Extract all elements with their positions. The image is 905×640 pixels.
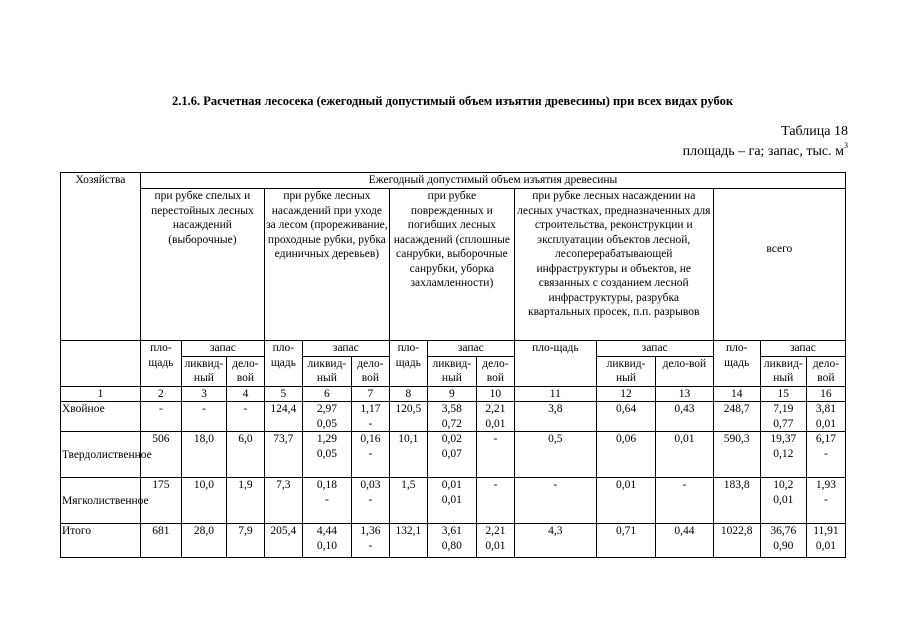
cell-value: 0,44 [674,525,695,537]
data-cell [264,478,302,524]
column-number: 15 [760,386,806,402]
row-name-text: Твердолиственное [62,449,152,461]
cell-value: 0,18 [316,479,337,491]
data-cell [806,478,845,524]
cell-value: 0,01 [674,433,695,445]
subheader-business: дело-вой [806,356,845,386]
data-cell [226,478,264,524]
cell-subvalue: 0,07 [441,447,462,460]
column-number: 7 [351,386,389,402]
cell-subvalue: - [368,417,373,430]
cell-value: 7,9 [238,525,253,537]
subheader-liquid: ликвид-ный [181,356,226,386]
column-number: 5 [264,386,302,402]
row-name [61,432,152,478]
data-cell [264,432,302,478]
cell-value: 10,1 [398,433,419,445]
cell-value: 124,4 [270,403,297,415]
units-text: площадь – га; запас, тыс. м [682,144,844,159]
row-name [61,478,149,524]
cell-value: - [243,403,248,415]
cell-subvalue: 0,80 [441,539,462,552]
cell-value: 205,4 [270,525,297,537]
subheader-liquid: ликвид-ный [596,356,655,386]
header-annual-volume: Ежегодный допустимый объем изъятия древесины [140,173,845,189]
column-number: 3 [181,386,226,402]
data-cell [351,432,389,478]
cell-value: 3,61 [441,525,462,537]
cell-value: 6,0 [238,433,253,445]
cell-value: 0,01 [441,479,462,491]
subheader-area: пло-щадь [713,341,760,387]
column-number: 13 [656,386,713,402]
cell-value: 0,5 [548,433,563,445]
table-row [61,432,846,478]
data-cell [596,402,655,432]
cell-value: 2,21 [485,525,506,537]
cell-value: 18,0 [193,433,214,445]
data-cell [476,432,514,478]
table-row [61,524,846,558]
data-cell [351,524,389,558]
subheader-business: дело-вой [226,356,264,386]
cell-subvalue: 0,05 [316,417,337,430]
column-number: 4 [226,386,264,402]
cell-subvalue: 0,01 [815,539,836,552]
data-cell [760,524,806,558]
header-group-total: всего [713,189,845,341]
column-number: 9 [427,386,476,402]
table-number: Таблица 18 [781,124,848,139]
subheader-area: пло-щадь [514,341,596,387]
cell-value: 0,43 [674,403,695,415]
data-cell [760,432,806,478]
column-number: 11 [514,386,596,402]
cell-value: 3,81 [815,403,836,415]
cell-value: 1,29 [316,433,337,445]
data-cell [476,478,514,524]
subheader-liquid: ликвид-ный [302,356,351,386]
data-cell [656,524,713,558]
data-cell [760,478,806,524]
cell-value: 248,7 [723,403,750,415]
data-cell [656,478,713,524]
subheader-stock: запас [760,341,845,357]
column-number: 2 [140,386,181,402]
data-cell [514,432,596,478]
data-cell [713,432,760,478]
cell-value: 681 [152,525,170,537]
data-cell [351,478,389,524]
cell-value: 2,97 [316,403,337,415]
units-note [683,141,848,160]
row-name-text: Хвойное [62,403,105,415]
row-name-text: Итого [62,525,92,537]
header-group-infrastructure: при рубке лесных насаждении на лесных участках, предназначенных для строительства, реконструкции и эксплуатации объектов лесной, лесоперерабатывающей инфраструктуры и объектов, не связанных с созданием лесной инфраструктуры, разрубка квартальных просек, п.п. разрывов [514,189,713,341]
subheader-area: пло-щадь [389,341,427,387]
cell-subvalue: 0,01 [485,539,506,552]
cell-subvalue: - [824,493,828,506]
cell-value: 506 [152,433,170,445]
cell-value: 0,64 [615,403,637,415]
cell-value: 1022,8 [720,525,753,537]
data-cell [476,524,514,558]
data-cell [389,402,427,432]
cell-subvalue: - [368,539,373,552]
cell-value: 2,21 [485,403,506,415]
subheader-stock: запас [302,341,389,357]
data-cell [264,524,302,558]
table-row [61,478,846,524]
subheader-liquid: ликвид-ный [760,356,806,386]
cell-value: 19,37 [770,433,797,445]
cell-value: 0,16 [360,433,381,445]
header-group-mature: при рубке спелых и перестойных лесных насаждений (выборочные) [140,189,264,341]
subheader-business: дело-вой [351,356,389,386]
column-number: 14 [713,386,760,402]
subheader-stock: запас [596,341,713,357]
subheader-blank [61,341,141,357]
data-cell [226,524,264,558]
row-name-text: Мягколиственное [62,495,149,507]
column-number: 8 [389,386,427,402]
column-number: 10 [476,386,514,402]
cell-subvalue: - [368,493,373,506]
cell-value: - [493,433,498,445]
column-number: 12 [596,386,655,402]
data-cell [302,432,351,478]
cell-subvalue: 0,01 [441,493,462,506]
column-number: 16 [806,386,845,402]
data-cell [514,478,596,524]
cell-value: 0,02 [441,433,462,445]
column-number: 1 [61,386,141,402]
section-heading: 2.1.6. Расчетная лесосека (ежегодный допустимый объем изъятия древесины) при всех видах рубок [171,94,734,108]
row-name [61,524,141,558]
cell-value: 590,3 [723,433,750,445]
subheader-stock: запас [181,341,264,357]
column-number: 6 [302,386,351,402]
data-cell [656,432,713,478]
cell-subvalue: 0,77 [773,417,794,430]
data-cell [140,524,181,558]
data-cell [302,402,351,432]
cell-value: 4,3 [548,525,563,537]
subheader-business: дело-вой [656,356,713,386]
data-cell [140,402,181,432]
cell-value: 1,9 [238,479,253,491]
cell-value: 10,2 [773,479,794,491]
cell-value: 73,7 [273,433,294,445]
data-cell [181,432,226,478]
cell-value: 11,91 [813,525,839,537]
data-cell [302,524,351,558]
cell-value: - [158,403,163,415]
cell-subvalue: 0,12 [773,447,794,460]
cell-subvalue: 0,10 [316,539,337,552]
cell-subvalue: - [324,493,329,506]
cell-value: 6,17 [815,433,836,445]
cell-subvalue: 0,72 [441,417,462,430]
cell-subvalue: - [368,447,373,460]
data-cell [427,402,476,432]
cell-value: 1,36 [360,525,381,537]
cell-subvalue: 0,05 [316,447,337,460]
subheader-stock: запас [427,341,514,357]
data-cell [226,402,264,432]
header-group-sanitary: при рубке поврежденных и погибших лесных насаждений (сплошные санрубки, выборочные санрубки, уборка захламленности) [389,189,514,341]
cell-value: 7,3 [276,479,291,491]
row-name [61,402,141,432]
cell-value: - [202,403,206,415]
cell-value: 3,8 [548,403,563,415]
cell-value: 1,17 [360,403,381,415]
subheader-blank [61,356,141,386]
cell-value: 132,1 [395,525,422,537]
cell-value: 0,06 [615,433,637,445]
data-cell [806,402,845,432]
data-cell [351,402,389,432]
cell-value: 10,0 [193,479,214,491]
cell-value: 1,5 [401,479,416,491]
data-cell [226,432,264,478]
data-cell [514,524,596,558]
data-cell [760,402,806,432]
data-cell [181,478,226,524]
subheader-area: пло-щадь [140,341,181,387]
cell-value: 0,01 [615,479,637,491]
header-group-thinning: при рубке лесных насаждений при уходе за лесом (прореживание, проходные рубки, рубка единичных деревьев) [264,189,389,341]
data-cell [427,478,476,524]
cell-value: 0,03 [360,479,381,491]
header-farm: Хозяйства [61,173,141,341]
data-cell [181,402,226,432]
data-cell [389,432,427,478]
cell-value: 3,58 [441,403,462,415]
data-cell [389,478,427,524]
data-cell [302,478,351,524]
data-cell [713,402,760,432]
cell-value: 0,71 [615,525,637,537]
cell-subvalue: 0,01 [485,417,506,430]
data-cell [427,524,476,558]
cell-subvalue: 0,01 [773,493,794,506]
data-cell [389,524,427,558]
allowable-cut-table [60,172,846,558]
cell-value: 175 [152,479,170,491]
data-cell [427,432,476,478]
cell-value: - [553,479,558,491]
cell-subvalue: 0,01 [815,417,836,430]
cell-value: 4,44 [316,525,337,537]
data-cell [596,524,655,558]
data-cell [476,402,514,432]
units-superscript: 3 [844,141,848,150]
cell-value: 183,8 [723,479,750,491]
data-cell [806,432,845,478]
data-cell [713,478,760,524]
cell-value: - [493,479,498,491]
cell-value: - [682,479,687,491]
data-cell [656,402,713,432]
cell-subvalue: 0,90 [773,539,794,552]
data-cell [264,402,302,432]
data-cell [713,524,760,558]
cell-value: 120,5 [395,403,422,415]
data-cell [596,432,655,478]
data-cell [181,524,226,558]
table-row [61,402,846,432]
subheader-business: дело-вой [476,356,514,386]
cell-value: 1,93 [815,479,836,491]
cell-value: 7,19 [773,403,794,415]
subheader-area: пло-щадь [264,341,302,387]
data-cell [514,402,596,432]
subheader-liquid: ликвид-ный [427,356,476,386]
cell-subvalue: - [824,447,828,460]
data-cell [806,524,845,558]
data-cell [596,478,655,524]
cell-value: 36,76 [770,525,797,537]
cell-value: 28,0 [193,525,214,537]
